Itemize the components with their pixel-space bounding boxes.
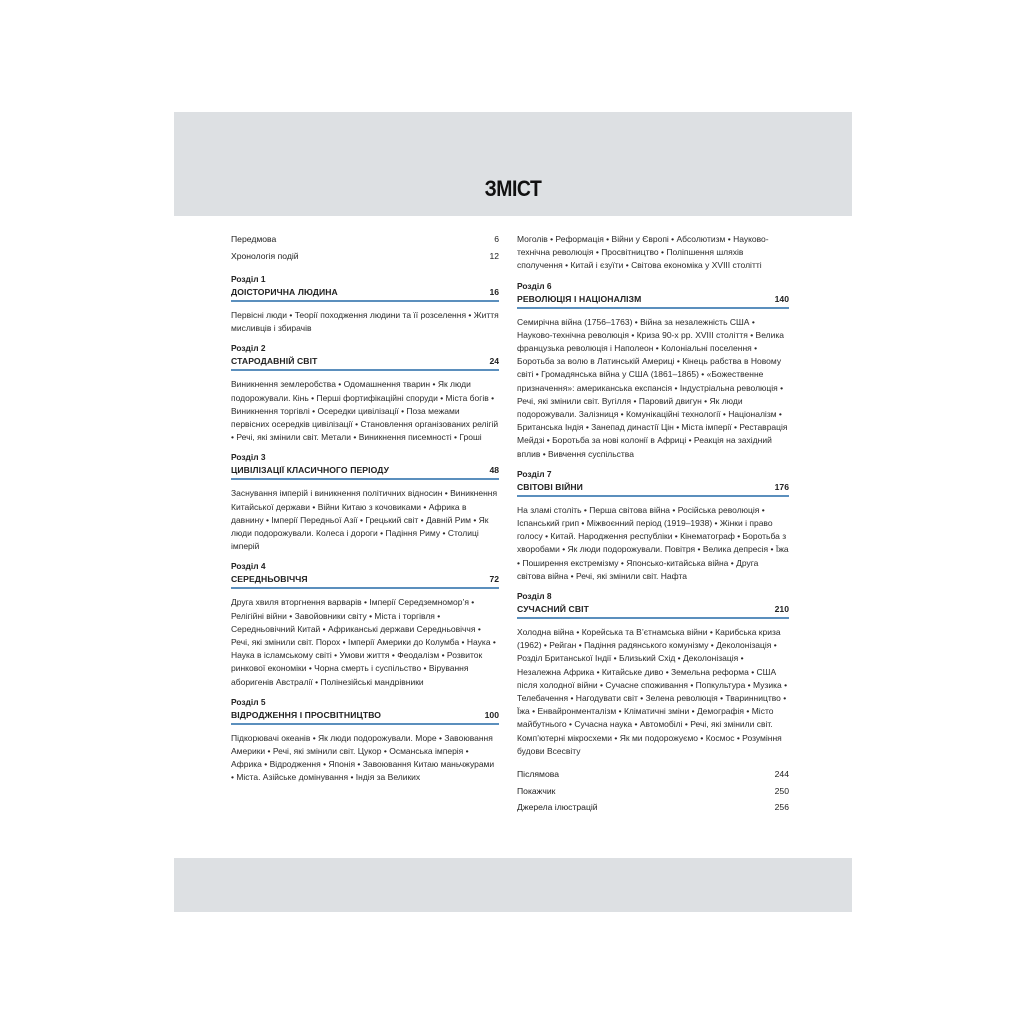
section-label: Розділ 8 bbox=[517, 591, 552, 602]
toc-entry-afterword[interactable] bbox=[517, 768, 789, 785]
section-heading-4[interactable] bbox=[231, 573, 499, 589]
section-heading-2[interactable] bbox=[231, 355, 499, 371]
section-heading-3[interactable] bbox=[231, 464, 499, 480]
section-title: ДОІСТОРИЧНА ЛЮДИНА bbox=[231, 287, 338, 297]
footer-band bbox=[174, 858, 852, 912]
section-topics: Підкорювачі океанів • Як люди подорожували. Море • Завоювання Америки • Речі, які змінили світ. Цукор • Османська імперія • Африка • Відродження • Японія • Завоювання Китаю маньчжурами • Міста. Азійське домінування • Індія за Великих bbox=[231, 732, 495, 783]
toc-entry-page: 250 bbox=[774, 785, 789, 796]
toc-entry-label: Передмова bbox=[231, 234, 277, 244]
section-topics: На зламі століть • Перша світова війна • Російська революція • Іспанський грип • Міжвоєнний період (1919–1938) • Жінки і право голосу • Китай. Народження республіки • Кінематограф • Боротьба з хворобами • Як люди подорожували. Повітря • Велика депресія • Їжа • Поширення екстремізму • Японсько-китайська війна • Друга світова війна • Речі, які змінили світ. Нафта bbox=[517, 504, 789, 581]
section-heading-6[interactable] bbox=[517, 293, 789, 309]
toc-entry-label: Покажчик bbox=[517, 785, 556, 796]
section-label: Розділ 1 bbox=[231, 274, 266, 284]
toc-column-left bbox=[231, 233, 499, 789]
section-title: РЕВОЛЮЦІЯ І НАЦІОНАЛІЗМ bbox=[517, 293, 642, 304]
section-topics: Холодна війна • Корейська та В’єтнамська війни • Карибська криза (1962) • Рейган • Падіння радянського комунізму • Деколонізація • Розділ Британської Індії • Близький Схід • Деколонізація • Незалежна Африка • Китайське диво • Земельна реформа • США після холодної війни • Сучасне споживання • Попкультура • Музика • Телебачення • Нагодувати світ • Зелена революція • Тваринництво • Їжа • Енвайронменталізм • Кліматичні зміни • Демографія • Місто майбутнього • Сучасна наука • Автомобілі • Речі, які змінили світ. Комп’ютерні мікросхеми • Як ми подорожуємо • Космос • Розуміння будови Всесвіту bbox=[517, 627, 788, 756]
toc-entry-page: 244 bbox=[774, 769, 789, 780]
toc-entry-image-credits[interactable] bbox=[517, 801, 789, 818]
section-label: Розділ 5 bbox=[231, 696, 266, 707]
section-page: 48 bbox=[489, 465, 499, 476]
section-topics: Виникнення землеробства • Одомашнення тварин • Як люди подорожували. Кінь • Перші фортифікаційні споруди • Міста богів • Виникнення торгівлі • Осередки цивілізації • Поза межами первісних осередків цивілізації • Становлення організованих релігій • Речі, які змінили світ. Метали • Виникнення писемності • Гроші bbox=[231, 379, 499, 443]
toc-entry-page: 256 bbox=[774, 802, 789, 813]
toc-entry-page: 12 bbox=[489, 250, 499, 261]
section-topics: Первісні люди • Теорії походження людини та її розселення • Життя мисливців і збирачів bbox=[231, 310, 499, 334]
toc-column-right bbox=[517, 233, 789, 818]
page-title: ЗМІСТ bbox=[484, 176, 542, 201]
section-label: Розділ 2 bbox=[231, 343, 266, 354]
toc-entry-index[interactable] bbox=[517, 785, 789, 802]
section-label: Розділ 3 bbox=[231, 452, 266, 463]
section-page: 16 bbox=[489, 287, 499, 297]
section-page: 24 bbox=[489, 356, 499, 367]
section-page: 210 bbox=[774, 604, 789, 615]
section-label: Розділ 4 bbox=[231, 561, 266, 572]
section-page: 176 bbox=[774, 481, 789, 492]
section-heading-1[interactable] bbox=[231, 286, 499, 302]
section-label: Розділ 7 bbox=[517, 468, 552, 479]
section-page: 140 bbox=[774, 293, 789, 304]
section-topics: Друга хвиля вторгнення варварів • Імперії Середземномор’я • Релігійні війни • Завойовники світу • Міста і торгівля • Середньовічний Китай • Африканські держави Середньовіччя • Речі, які змінили світ. Порох • Імперії Америки до Колумба • Наука • Наука в ісламському світі • Умови життя • Феодалізм • Розвиток ринкової економіки • Чорна смерть і суспільство • Вірування аборигенів Австралії • Полінезійські мандрівники bbox=[231, 597, 496, 687]
section-title: ВІДРОДЖЕННЯ І ПРОСВІТНИЦТВО bbox=[231, 709, 382, 720]
section-heading-5[interactable] bbox=[231, 709, 499, 725]
section-title: СВІТОВІ ВІЙНИ bbox=[517, 481, 583, 492]
toc-entry-label: Післямова bbox=[517, 769, 559, 780]
toc-entry-foreword[interactable] bbox=[231, 233, 499, 250]
section-topics: Заснування імперій і виникнення політичних відносин • Виникнення Китайської держави • Війни Китаю з кочовиками • Африка в давнину • Імперії Передньої Азії • Грецький світ • Давній Рим • Як люди подорожували. Колеса і дороги • Падіння Риму • Столиці імперій bbox=[231, 488, 498, 552]
toc-entry-label: Джерела ілюстрацій bbox=[517, 802, 598, 813]
section-label: Розділ 6 bbox=[517, 280, 552, 291]
section-page: 72 bbox=[489, 574, 499, 585]
section-topics-continued: Моголів • Реформація • Війни у Європі • Абсолютизм • Науково-технічна революція • Просвітництво • Поліпшення шляхів сполучення • Китай і єзуїти • Світова економіка у XVIII столітті bbox=[517, 234, 769, 271]
toc-entry-label: Хронологія подій bbox=[231, 250, 299, 261]
section-title: СТАРОДАВНІЙ СВІТ bbox=[231, 356, 318, 367]
section-title: СЕРЕДНЬОВІЧЧЯ bbox=[231, 574, 308, 585]
section-topics: Семирічна війна (1756–1763) • Війна за незалежність США • Науково-технічна революція • Криза 90-х рр. XVIII століття • Велика французька революція і Наполеон • Колоніальні поселення • Боротьба за волю в Латинській Америці • Кінець рабства в Новому світі • Громадянська війна у США (1861–1865) • «Божественне призначення»: американська експансія • Індустріальна революція • Речі, які змінили світ. Вугілля • Паровий двигун • Як люди подорожували. Залізниця • Комунікаційні технології • Націоналізм • Британська Індія • Занепад династії Цін • Міста імперії • Реставрація Мейдзі • Боротьба за нові колонії в Африці • Реакція на західний вплив • Вивчення суспільства bbox=[517, 316, 788, 459]
section-page: 100 bbox=[484, 709, 499, 720]
section-heading-7[interactable] bbox=[517, 481, 789, 497]
toc-entry-chronology[interactable] bbox=[231, 250, 499, 267]
toc-entry-page: 6 bbox=[494, 234, 499, 244]
section-title: СУЧАСНИЙ СВІТ bbox=[517, 604, 589, 615]
section-title: ЦИВІЛІЗАЦІЇ КЛАСИЧНОГО ПЕРІОДУ bbox=[231, 465, 390, 476]
section-heading-8[interactable] bbox=[517, 603, 789, 619]
